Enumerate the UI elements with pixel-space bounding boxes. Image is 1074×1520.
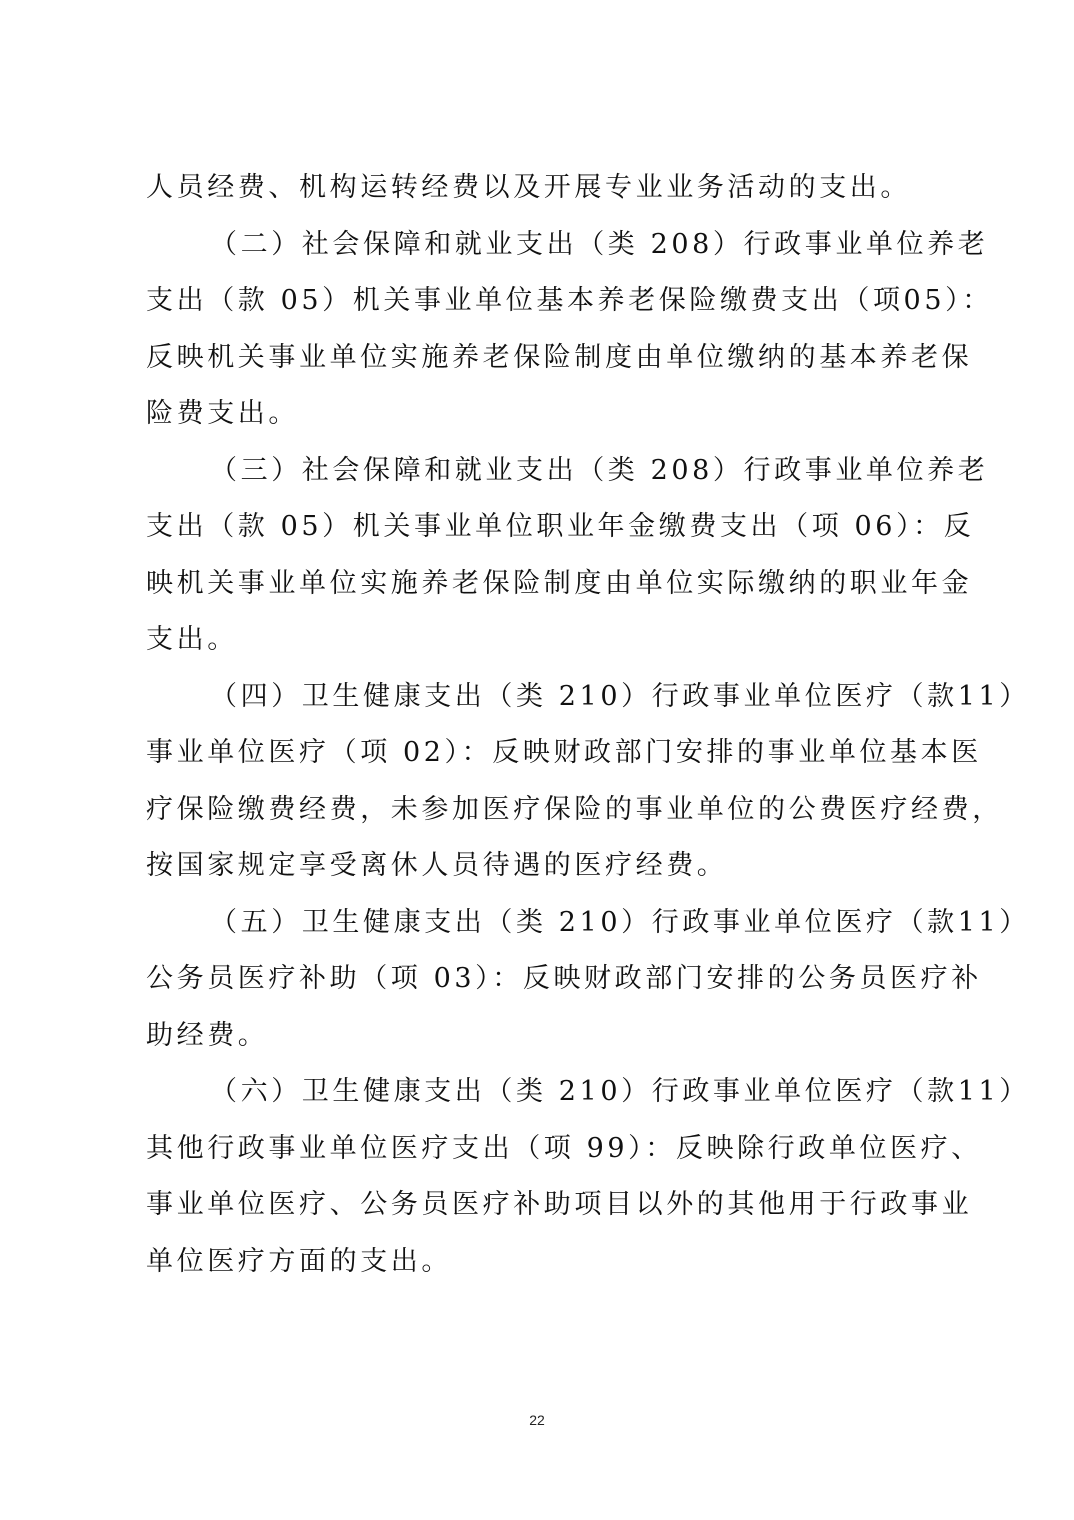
text-line-4: 反映机关事业单位实施养老保险制度由单位缴纳的基本养老保 [146,341,973,373]
text-line-10: （四）卫生健康支出（类 210）行政事业单位医疗（款11） [210,680,1030,712]
text-line-9: 支出。 [146,624,238,655]
text-line-16: 助经费。 [146,1019,269,1051]
text-line-14: （五）卫生健康支出（类 210）行政事业单位医疗（款11） [210,906,1030,938]
text-line-13: 按国家规定享受离休人员待遇的医疗经费。 [146,850,728,881]
text-line-18: 其他行政事业单位医疗支出（项 99）：反映除行政单位医疗、 [146,1132,982,1164]
text-line-19: 事业单位医疗、公务员医疗补助项目以外的其他用于行政事业 [146,1189,973,1220]
text-line-8: 映机关事业单位实施养老保险制度由单位实际缴纳的职业年金 [146,567,973,599]
text-line-1: 人员经费、机构运转经费以及开展专业业务活动的支出。 [146,172,911,203]
text-line-2: （二）社会保障和就业支出（类 208）行政事业单位养老 [210,228,989,260]
text-line-7: 支出（款 05）机关事业单位职业年金缴费支出（项 06）：反 [146,511,975,542]
text-line-5: 险费支出。 [146,398,299,429]
text-line-11: 事业单位医疗（项 02）：反映财政部门安排的事业单位基本医 [146,737,982,768]
page-number: 22 [529,1412,545,1428]
text-line-6: （三）社会保障和就业支出（类 208）行政事业单位养老 [210,454,989,486]
document-body [146,160,1030,1290]
text-line-20: 单位医疗方面的支出。 [146,1245,452,1277]
text-line-12: 疗保险缴费经费，未参加医疗保险的事业单位的公费医疗经费， [146,793,1003,825]
text-line-17: （六）卫生健康支出（类 210）行政事业单位医疗（款11） [210,1076,1030,1107]
text-line-15: 公务员医疗补助（项 03）：反映财政部门安排的公务员医疗补 [146,963,982,994]
text-line-3: 支出（款 05）机关事业单位基本养老保险缴费支出（项05）： [146,285,993,316]
